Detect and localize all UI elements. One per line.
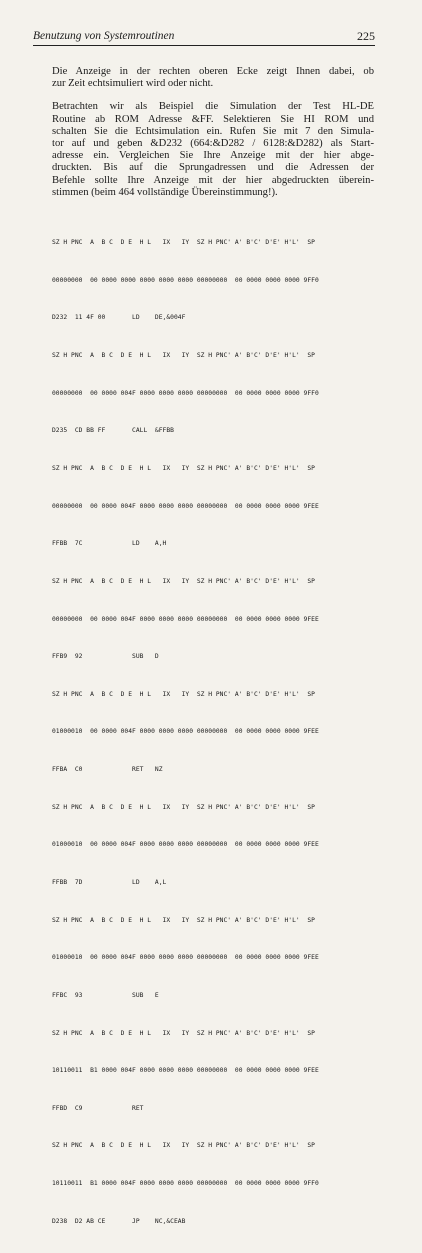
dump-line: SZ H PNC A B C D E H L IX IY SZ H PNC' A' B'C' D'E' H'L' SP [52, 352, 315, 360]
text-line: Die Anzeige in der rechten oberen Ecke zeigt Ihnen dabei, ob [52, 66, 374, 77]
simulator-register-dump [52, 212, 382, 1253]
paragraph-2 [52, 101, 374, 199]
dump-line: SZ H PNC A B C D E H L IX IY SZ H PNC' A' B'C' D'E' H'L' SP [52, 464, 315, 472]
dump-line: SZ H PNC A B C D E H L IX IY SZ H PNC' A' B'C' D'E' H'L' SP [52, 577, 315, 585]
dump-line: SZ H PNC A B C D E H L IX IY SZ H PNC' A' B'C' D'E' H'L' SP [52, 690, 315, 698]
text-line: zur Zeit echtsimuliert wird oder nicht. [52, 78, 214, 90]
dump-line: FFBA C0 RET NZ [52, 766, 163, 774]
dump-line: 00000000 00 0000 004F 0000 0000 0000 00000000 00 0000 0000 0000 9FF0 [52, 389, 319, 397]
text-line: stimmen (beim 464 vollständige Übereinstimmung!). [52, 186, 278, 198]
text-line: tor auf und geben &D232 (664:&D282 / 6128:&D282) als Start- [52, 138, 374, 150]
page-number: 225 [357, 29, 375, 43]
dump-line: FFB9 92 SUB D [52, 653, 159, 661]
dump-line: FFBC 93 SUB E [52, 991, 159, 999]
text-line: schalten Sie die Echtsimulation ein. Rufen Sie mit 7 den Simula- [52, 125, 374, 137]
dump-line: SZ H PNC A B C D E H L IX IY SZ H PNC' A' B'C' D'E' H'L' SP [52, 239, 315, 247]
dump-line: 10110011 B1 0000 004F 0000 0000 0000 00000000 00 0000 0000 0000 9FEE [52, 1067, 319, 1075]
running-header [33, 29, 375, 46]
dump-line: 01000010 00 0000 004F 0000 0000 0000 00000000 00 0000 0000 0000 9FEE [52, 841, 319, 849]
body-text [52, 66, 374, 210]
paragraph-1 [52, 66, 374, 90]
dump-line: FFBB 7D LD A,L [52, 878, 167, 886]
dump-line: FFBD C9 RET [52, 1104, 144, 1112]
chapter-title: Benutzung von Systemroutinen [33, 30, 175, 42]
dump-line: D232 11 4F 00 LD DE,&004F [52, 314, 186, 322]
dump-line: SZ H PNC A B C D E H L IX IY SZ H PNC' A' B'C' D'E' H'L' SP [52, 1029, 315, 1037]
dump-line: 01000010 00 0000 004F 0000 0000 0000 00000000 00 0000 0000 0000 9FEE [52, 954, 319, 962]
dump-line: 00000000 00 0000 004F 0000 0000 0000 00000000 00 0000 0000 0000 9FEE [52, 502, 319, 510]
dump-line: 00000000 00 0000 004F 0000 0000 0000 00000000 00 0000 0000 0000 9FEE [52, 615, 319, 623]
dump-line: D235 CD BB FF CALL &FFBB [52, 427, 174, 435]
dump-line: 01000010 00 0000 004F 0000 0000 0000 00000000 00 0000 0000 0000 9FEE [52, 728, 319, 736]
dump-line: FFBB 7C LD A,H [52, 540, 167, 548]
dump-line: SZ H PNC A B C D E H L IX IY SZ H PNC' A' B'C' D'E' H'L' SP [52, 803, 315, 811]
dump-line: SZ H PNC A B C D E H L IX IY SZ H PNC' A' B'C' D'E' H'L' SP [52, 916, 315, 924]
text-line: Routine ab ROM Adresse &FF. Selektieren Sie HI ROM und [52, 113, 374, 125]
dump-line: SZ H PNC A B C D E H L IX IY SZ H PNC' A' B'C' D'E' H'L' SP [52, 1142, 315, 1150]
dump-line: 00000000 00 0000 0000 0000 0000 0000 00000000 00 0000 0000 0000 9FF0 [52, 276, 319, 284]
text-line: Betrachten wir als Beispiel die Simulation der Test HL-DE [52, 101, 374, 113]
dump-line: D238 D2 AB CE JP NC,&CEAB [52, 1217, 186, 1225]
text-line: Befehle sollte Ihre Anzeige mit der hier abgedruckten überein- [52, 174, 374, 186]
dump-line: 10110011 B1 0000 004F 0000 0000 0000 00000000 00 0000 0000 0000 9FF0 [52, 1180, 319, 1188]
text-line: druckten. Bis auf die Sprungadressen und die Adressen der [52, 162, 374, 174]
text-line: adresse ein. Vergleichen Sie Ihre Anzeige mit der hier abge- [52, 150, 374, 162]
